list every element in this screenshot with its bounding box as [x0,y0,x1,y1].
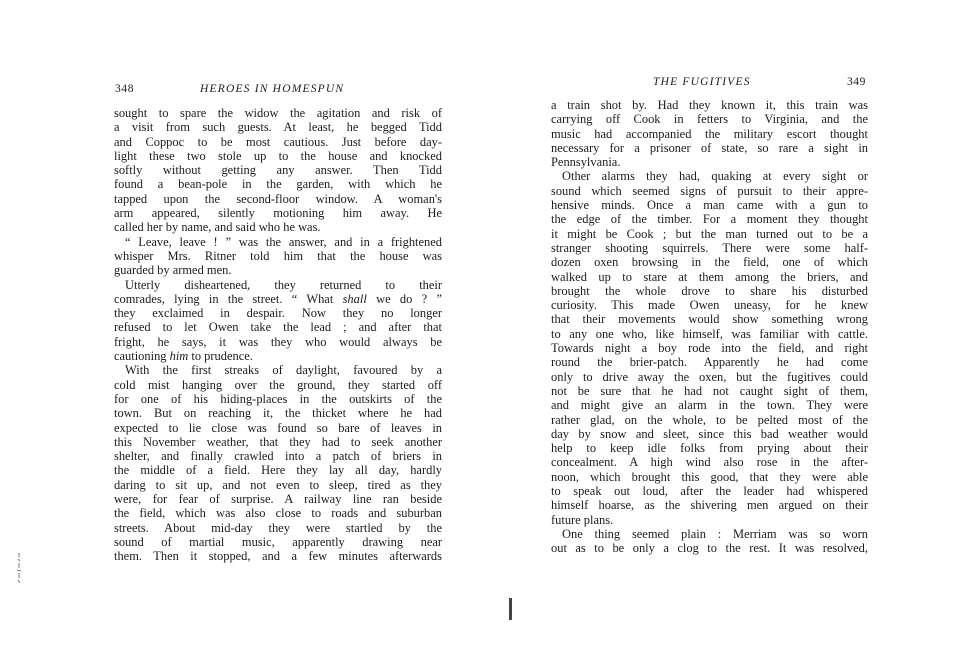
text-line: for one of his hiding-places in the outskirts of the [114,391,442,406]
text-line: to any one who, like himself, was familiar with cattle. [551,326,868,341]
text-line: expected to lie close was found so bare of leaves in [114,420,442,435]
right-page-header [551,76,868,94]
text-line: necessary for a prisoner of state, so rare a sight in [551,140,868,155]
text-line: the field, which was also close to roads and suburban [114,506,442,521]
right-page-number: 349 [846,76,866,88]
text-line: cold mist hanging over the ground, they started off [114,377,442,392]
left-running-title: HEROES IN HOMESPUN [200,83,345,95]
text-line: sought to spare the widow the agitation and risk of [114,106,442,120]
text-line: found a bean-pole in the garden, with which he [114,177,442,192]
right-running-title: THE FUGITIVES [653,76,751,88]
text-line: curiosity. This made Owen uneasy, for he knew [551,298,868,313]
text-line: arm appeared, silently motioning him away. He [114,206,442,221]
text-line: Towards night a boy rode into the field, and right [551,341,868,356]
text-line: they exclaimed in despair. Now they no longer [114,306,442,321]
italic-word: shall [342,291,367,306]
text-line: round the brier-patch. Apparently he had come [551,355,868,370]
text-line: the edge of the timber. For a moment they thought [551,212,868,227]
text-line: not be sure that he had not caught sight of them, [551,383,868,398]
text-line: it might be Cook ; but the man turned out to be a [551,226,868,241]
text-line: day by snow and sleet, since this bad weather would [551,426,868,441]
text-segment: to prudence. [188,349,253,364]
text-line: music had accompanied the military escort thought [551,126,868,141]
text-line: noon, which brought this good, that they were able [551,469,868,484]
text-line [114,349,442,363]
text-line: With the first streaks of daylight, favoured by a [125,363,442,378]
text-line: hensive minds. Once a man came with a gun to [551,198,868,213]
right-page [551,0,868,556]
text-line [114,292,442,306]
text-line: concealment. A high wind also rose in the after- [551,455,868,470]
margin-scan-mark [16,553,22,583]
text-line: that their movements would show something wrong [551,312,868,327]
text-line: guarded by armed men. [114,263,232,278]
text-line: refused to let Owen take the lead ; and after that [114,320,442,335]
text-line: shelter, and finally crawled into a patch of briers in [114,449,442,464]
left-page-number: 348 [115,83,135,95]
text-line: them. Then it stopped, and a few minutes afterwards [114,549,442,564]
text-line: “ Leave, leave ! ” was the answer, and in a frightened [125,234,442,249]
text-line: only to drive away the oxen, but the fugitives could [551,369,868,384]
text-line: a visit from such guests. At least, he begged Tidd [114,120,442,135]
italic-word: him [169,349,189,364]
text-line: town. But on reaching it, the thicket where he had [114,406,442,421]
text-line: softly without getting any answer. Then Tidd [114,163,442,178]
text-line: sound of martial music, apparently drawing near [114,534,442,549]
text-line: One thing seemed plain : Merriam was so worn [562,526,868,541]
text-line: to speak out loud, after the leader had whispered [551,484,868,499]
text-line: future plans. [551,512,614,527]
text-line: and Coppoc to be most cautious. Just before day- [114,134,442,149]
text-line: whisper Mrs. Ritner told him that the house was [114,248,442,263]
text-line: this November weather, that they had to seek another [114,434,442,449]
left-page-header [110,83,442,101]
text-line: walked up to stare at them among the briers, and [551,269,868,284]
text-line: carrying off Cook in fetters to Virginia, and the [551,112,868,127]
text-line: brought the whole drove to share his disturbed [551,283,868,298]
text-line: the middle of a field. Here they lay all day, hardly [114,463,442,478]
text-line: rather glad, on the whole, to be pelted most of the [551,412,868,427]
text-line: help to keep idle folks from prying about their [551,441,868,456]
text-line: fright, he says, it was they who would always be [114,334,442,349]
text-line: were, for fear of surprise. A railway line ran beside [114,492,442,507]
text-line: a train shot by. Had they known it, this train was [551,98,868,112]
text-segment: cautioning [114,349,170,364]
text-line: light these two stole up to the house and knocked [114,148,442,163]
left-page [110,0,442,564]
text-line: tapped upon the second-floor window. A woman's [114,191,442,206]
text-line: called her by name, and said who he was. [114,220,321,235]
text-line: daring to sit up, and not even to sleep, tired as they [114,477,442,492]
text-line: Utterly disheartened, they returned to their [125,277,442,292]
gutter-mark [509,598,512,620]
text-line: streets. About mid-day they were startled by the [114,520,442,535]
text-line: dozen oxen browsing in the field, one of which [551,255,868,270]
text-line: out as to be only a clog to the rest. It was resolved, [551,541,868,556]
text-line: himself hoarse, as the shivering men argued on their [551,498,868,513]
text-line: stranger shooting squirrels. There were some half- [551,240,868,255]
text-line: Other alarms they had, quaking at every sight or [562,169,868,184]
text-segment: we do ? ” [366,291,442,306]
text-line: Pennsylvania. [551,155,621,170]
left-page-body [114,106,442,564]
text-segment: comrades, lying in the street. “ What [114,291,343,306]
text-line: sound which seemed signs of pursuit to their appre- [551,183,868,198]
text-line: and might give an alarm in the town. They were [551,398,868,413]
right-page-body [551,98,868,556]
